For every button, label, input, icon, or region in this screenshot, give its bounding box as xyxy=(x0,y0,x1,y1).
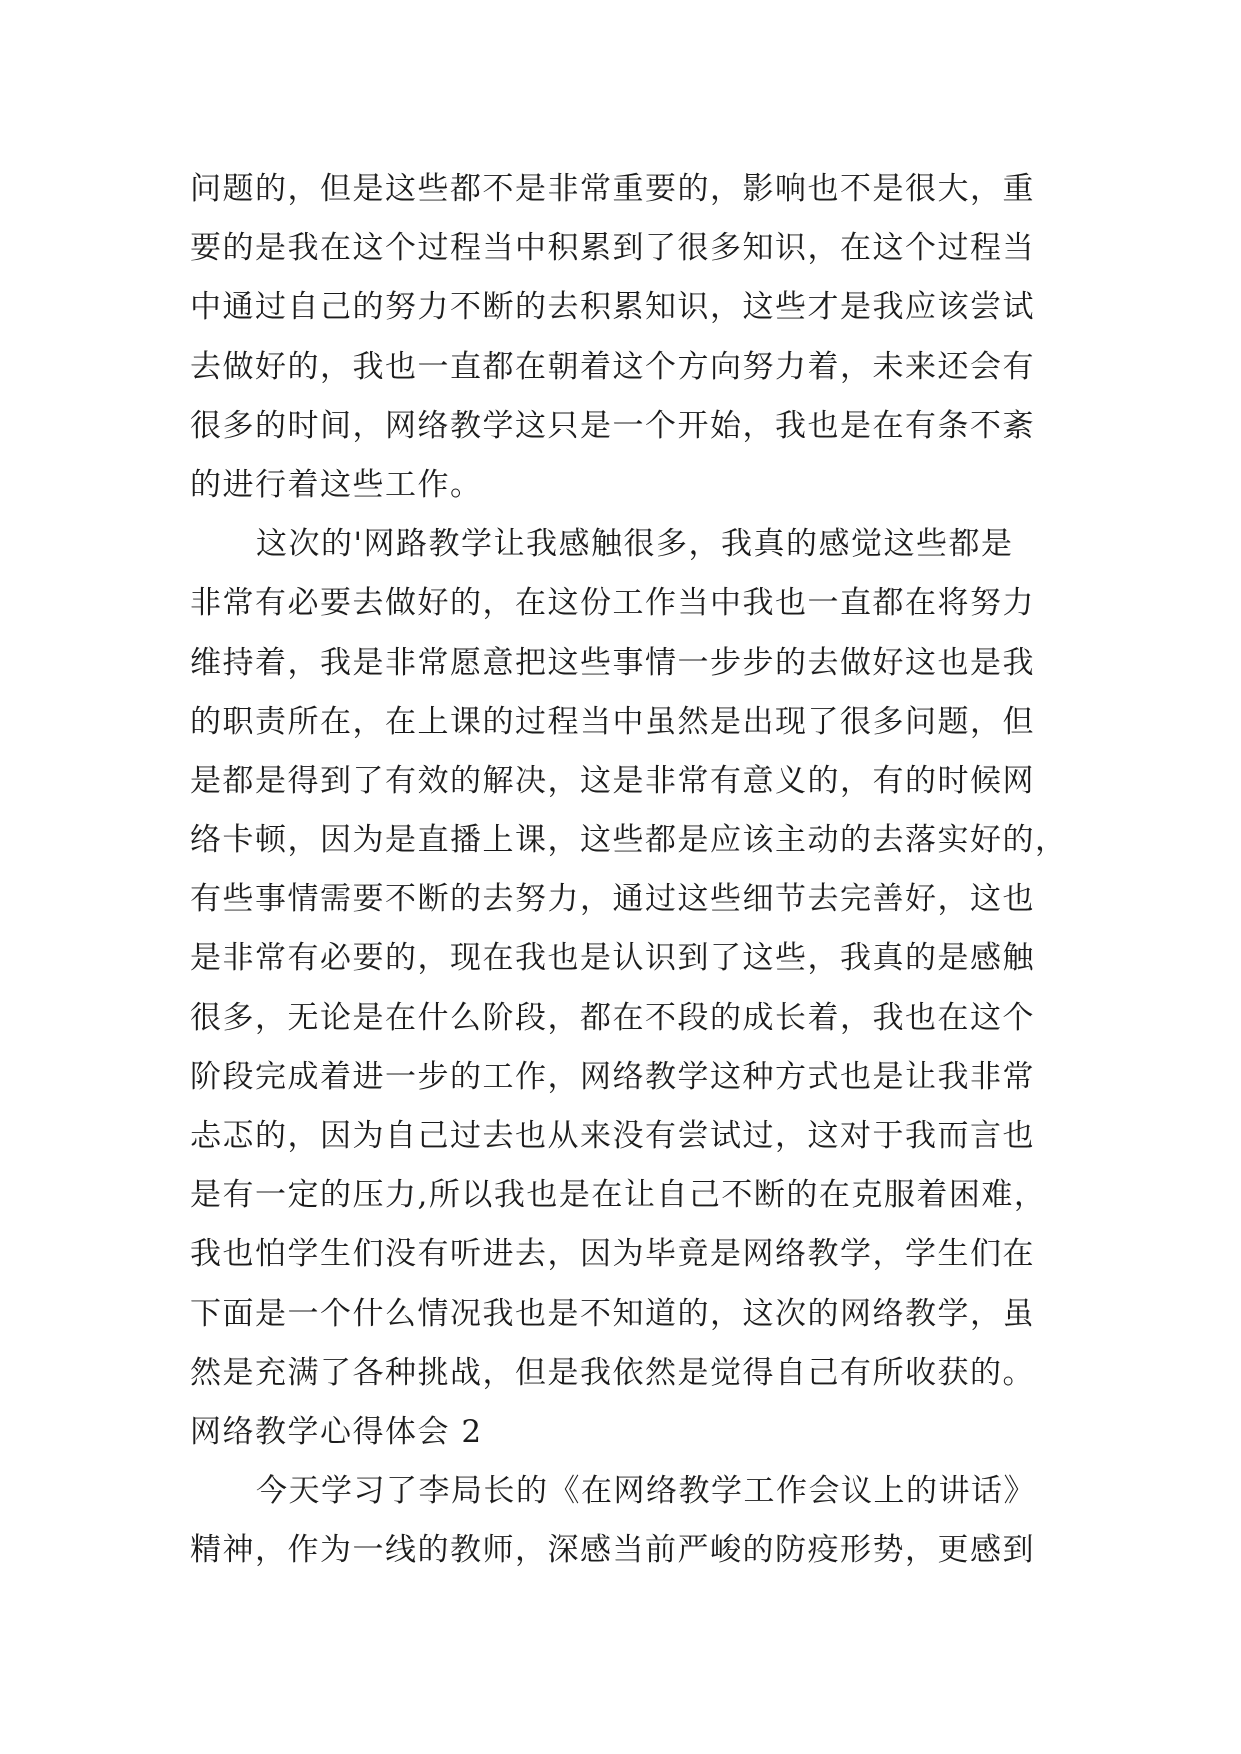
text-line: 然是充满了各种挑战，但是我依然是觉得自己有所收获的。 xyxy=(190,1354,1035,1391)
text-line: 很多，无论是在什么阶段，都在不段的成长着，我也在这个 xyxy=(190,999,1035,1036)
text-line: 的职责所在，在上课的过程当中虽然是出现了很多问题，但 xyxy=(190,703,1035,740)
text-line: 很多的时间，网络教学这只是一个开始，我也是在有条不紊 xyxy=(190,407,1035,444)
text-line: 的进行着这些工作。 xyxy=(190,466,483,503)
paragraph-first-line: 这次的'网路教学让我感触很多，我真的感觉这些都是 xyxy=(256,526,1014,563)
text-line: 要的是我在这个过程当中积累到了很多知识，在这个过程当 xyxy=(190,230,1035,267)
text-line: 问题的，但是这些都不是非常重要的，影响也不是很大，重 xyxy=(190,171,1035,207)
text-line: 中通过自己的努力不断的去积累知识，这些才是我应该尝试 xyxy=(190,289,1035,326)
text-line: 忐忑的，因为自己过去也从来没有尝试过，这对于我而言也 xyxy=(190,1118,1035,1154)
text-line: 是有一定的压力,所以我也是在让自己不断的在克服着困难， xyxy=(190,1177,1047,1214)
text-line: 络卡顿，因为是直播上课，这些都是应该主动的去落实好的， xyxy=(190,822,1068,859)
text-line: 是都是得到了有效的解决，这是非常有意义的，有的时候网 xyxy=(190,762,1035,799)
text-line: 维持着，我是非常愿意把这些事情一步步的去做好这也是我 xyxy=(190,644,1035,681)
paragraph-first-line: 今天学习了李局长的《在网络教学工作会议上的讲话》 xyxy=(256,1473,1036,1510)
text-line: 是非常有必要的，现在我也是认识到了这些，我真的是感触 xyxy=(190,940,1035,977)
text-line: 有些事情需要不断的去努力，通过这些细节去完善好，这也 xyxy=(190,881,1035,918)
text-line: 我也怕学生们没有听进去，因为毕竟是网络教学，学生们在 xyxy=(190,1236,1035,1273)
text-line: 阶段完成着进一步的工作，网络教学这种方式也是让我非常 xyxy=(190,1058,1035,1095)
document-body xyxy=(190,160,1068,1581)
text-line: 非常有必要去做好的，在这份工作当中我也一直都在将努力 xyxy=(190,585,1035,622)
text-line: 精神，作为一线的教师，深感当前严峻的防疫形势，更感到 xyxy=(190,1532,1035,1569)
text-line: 去做好的，我也一直都在朝着这个方向努力着，未来还会有 xyxy=(190,348,1035,385)
text-line: 下面是一个什么情况我也是不知道的，这次的网络教学，虽 xyxy=(190,1295,1035,1332)
section-heading: 网络教学心得体会 2 xyxy=(190,1413,483,1450)
